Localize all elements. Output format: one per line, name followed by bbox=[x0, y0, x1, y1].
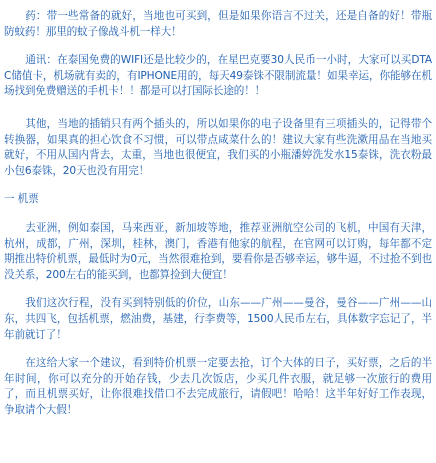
paragraph-advice: 在这给大家一个建议，看到特价机票一定要去抢，订个大体的日子，买好票，之后的半年时间，你可以充分的开始存钱，少去几次饭店，少买几件衣服，就足够一次旅行的费用了，而且机票买好，让你很难找借口不去完成旅行，请假吧！哈哈！这半年好好工作表现，争取请个大假！ bbox=[4, 357, 432, 416]
paragraph-itinerary: 我们这次行程，没有买到特别低的价位，山东——广州——曼谷，曼谷——广州——山东，共四飞，包括机票，燃油费，基建，行李费等，1500人民币左右，具体数字忘记了，半年前就订了！ bbox=[4, 297, 432, 341]
section-heading-tickets: 一 机票 bbox=[4, 193, 39, 206]
paragraph-other: 其他，当地的插销只有两个插头的，所以如果你的电子设备里有三项插头的，记得带个转换器，如果真的担心饮食不习惯，可以带点咸菜什么的！建议大家有些洗漱用品在当地买就好，不用从国内背去，太重，当地也很便宜，我们买的小瓶潘婷洗发水15泰铢，洗衣粉最小包6泰铢，20天也没有用完！ bbox=[4, 117, 432, 177]
paragraph-communication: 通讯：在泰国免费的WIFI还是比较少的，在星巴克要30人民币一小时，大家可以买DTAC储值卡，机场就有卖的，有IPHONE用的，每天49泰铢不限制流量！如果幸运，你能够在机场找到免费赠送的手机卡！！都是可以打国际长途的！！ bbox=[4, 54, 432, 98]
paragraph-airline: 去亚洲，例如泰国，马来西亚，新加坡等地，推荐亚洲航空公司的飞机，中国有天津，杭州，成都，广州，深圳，桂林，澳门，香港有他家的航程，在官网可以订购，每年都不定期推出特价机票，最低时为0元，当然很难抢到，要看你是否够幸运，够牛逼，不过抢不到也没关系，200左右的能买到，也都算捡到大便宜！ bbox=[4, 221, 432, 281]
paragraph-medicine: 药：带一些常备的就好，当地也可买到，但是如果你语言不过关，还是自备的好！带瓶防蚊药！那里的蚊子像战斗机一样大！ bbox=[4, 10, 432, 38]
